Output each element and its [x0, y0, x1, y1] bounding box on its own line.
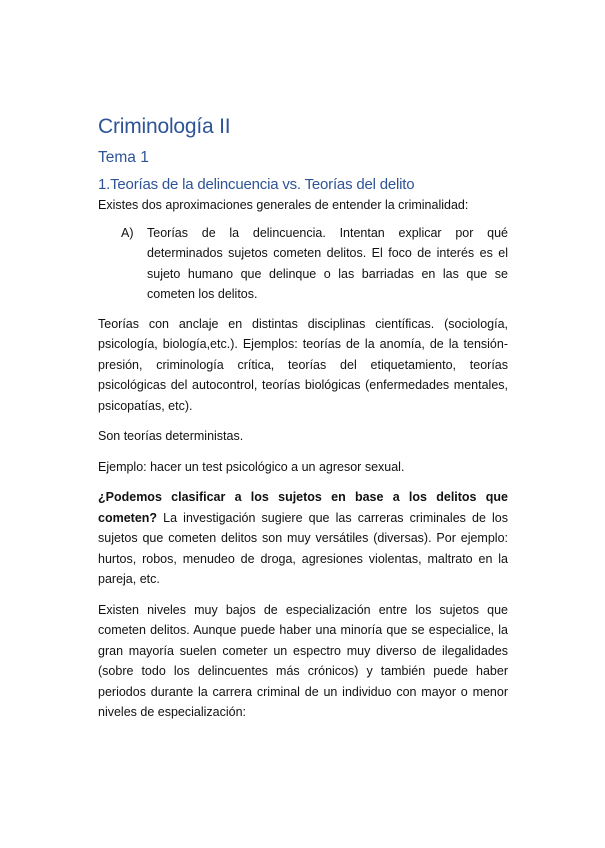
paragraph-niveles: Existen niveles muy bajos de especialización entre los sujetos que cometen delitos. Aunque puede haber una minoría que se especialice, la gran mayoría suelen cometer un espectro muy diverso de ilegalidades (sobre todo los delincuentes más crónicos) y también puede haber periodos durante la carrera criminal de un individuo con mayor o menor niveles de especialización:	[98, 602, 508, 719]
page-title: Criminología II	[98, 115, 231, 138]
document-body	[98, 115, 508, 723]
section-heading: 1.Teorías de la delincuencia vs. Teorías del delito	[98, 176, 415, 193]
topic-heading: Tema 1	[98, 149, 149, 166]
list-item	[121, 223, 508, 305]
paragraph-teorias: Teorías con anclaje en distintas disciplinas científicas. (sociología, psicología, biología,etc.). Ejemplos: teorías de la anomía, de la tensión-presión, criminología crítica, teorías del etiquetamiento, teorías psicológicas del autocontrol, teorías biológicas (enfermedades mentales, psicopatías, etc).	[98, 316, 508, 413]
paragraph-question	[98, 487, 508, 590]
list-item-text: Teorías de la delincuencia. Intentan explicar por qué determinados sujetos cometen delitos. El foco de interés es el sujeto humano que delinque o las barriadas en las que se cometen los delitos.	[147, 225, 508, 301]
question-rest: La investigación sugiere que las carreras criminales de los sujetos que cometen delitos son muy versátiles (diversas). Por ejemplo: hurtos, robos, menudeo de droga, agresiones violentas, maltrato en la pareja, etc.	[98, 510, 508, 586]
question-bold: ¿Podemos clasificar a los sujetos en base a los delitos que cometen?	[98, 490, 508, 525]
paragraph-ejemplo: Ejemplo: hacer un test psicológico a un agresor sexual.	[98, 459, 405, 474]
intro-paragraph: Existes dos aproximaciones generales de entender la criminalidad:	[98, 198, 469, 212]
paragraph-deterministas: Son teorías deterministas.	[98, 429, 244, 443]
list-marker: A)	[121, 225, 134, 240]
